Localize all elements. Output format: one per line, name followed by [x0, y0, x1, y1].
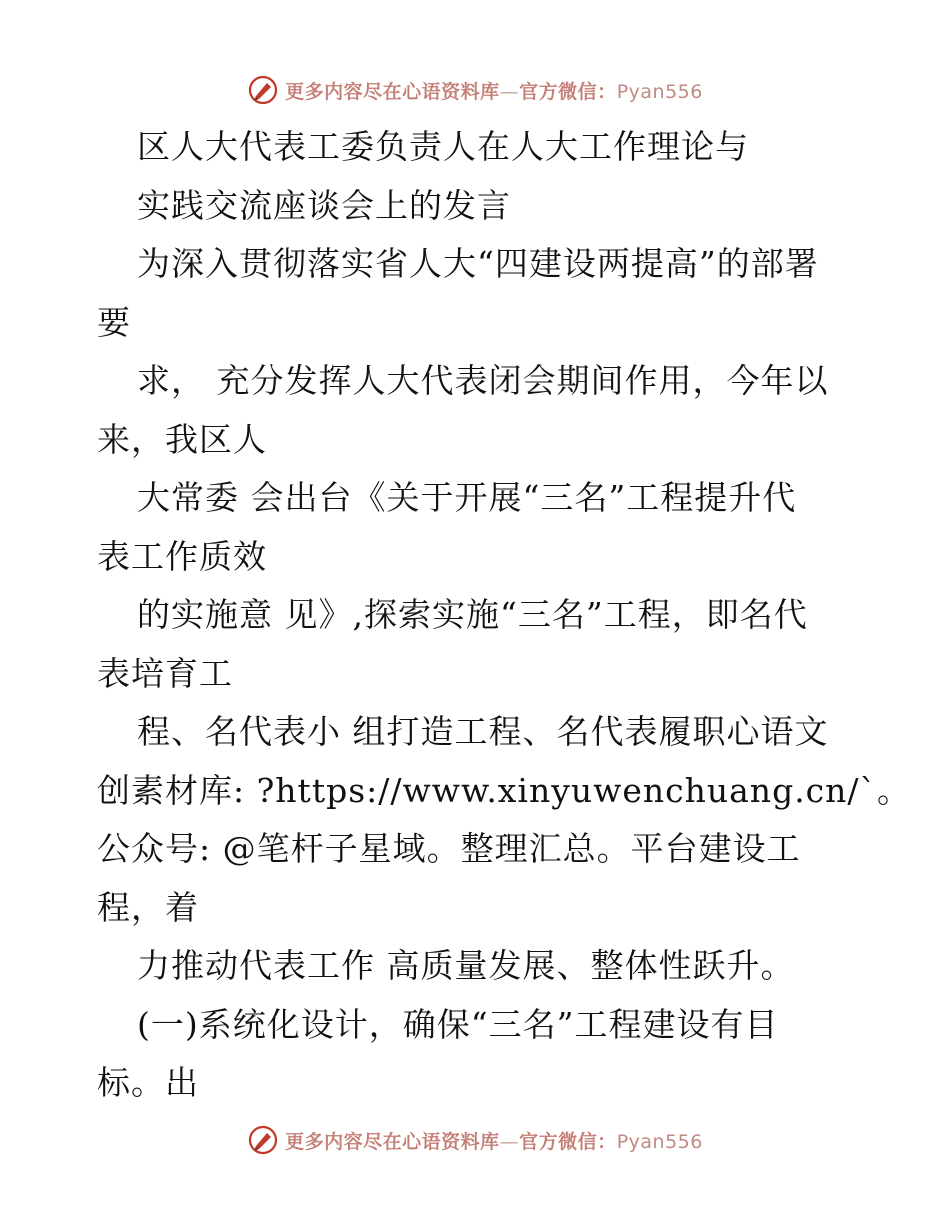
text-line: 要 — [97, 302, 131, 342]
text-line: 大常委 会出台《关于开展“三名”工程提升代 — [137, 478, 797, 517]
text-line: 程，着 — [97, 887, 199, 927]
text-line: 来，我区人 — [97, 419, 267, 459]
banner-site-name: 更多内容尽在心语资料库 — [285, 80, 500, 103]
text-line: (一)系统化设计，确保“三名”工程建设有目 — [137, 1004, 779, 1044]
text-line: 区人大代表工委负责人在人大工作理论与 — [137, 127, 749, 166]
banner-wechat-label: 官方微信： — [519, 80, 617, 103]
text-line: 创素材库: ?https://www.xinyuwenchuang.cn/`。 — [97, 770, 912, 810]
text-line: 表工作质效 — [97, 536, 267, 576]
banner-wechat-id: Pyan556 — [616, 80, 703, 103]
pen-nib-logo-icon — [247, 1124, 279, 1156]
banner-text — [285, 1127, 703, 1154]
document-body — [97, 118, 912, 1113]
text-line: 标。出 — [97, 1063, 199, 1102]
text-line: 实践交流座谈会上的发言 — [137, 185, 511, 225]
header-banner — [0, 70, 950, 110]
banner-separator: — — [499, 80, 520, 103]
banner-separator: — — [499, 1130, 520, 1153]
banner-text — [285, 77, 703, 104]
pen-nib-logo-icon — [247, 74, 279, 106]
banner-wechat-id: Pyan556 — [616, 1130, 703, 1153]
text-line: 的实施意 见》,探索实施“三名”工程，即名代 — [137, 595, 808, 634]
text-line: 公众号: @笔杆子星域。整理汇总。平台建设工 — [97, 829, 801, 868]
text-line: 程、名代表小 组打造工程、名代表履职心语文 — [137, 712, 829, 751]
text-line: 力推动代表工作 高质量发展、整体性跃升。 — [137, 946, 795, 985]
banner-wechat-label: 官方微信： — [519, 1130, 617, 1153]
footer-banner — [0, 1120, 950, 1160]
text-line: 为深入贯彻落实省人大“四建设两提高”的部署 — [137, 244, 819, 283]
text-line: 表培育工 — [97, 653, 233, 693]
text-line: 求， 充分发挥人大代表闭会期间作用，今年以 — [137, 361, 829, 400]
banner-site-name: 更多内容尽在心语资料库 — [285, 1130, 500, 1153]
